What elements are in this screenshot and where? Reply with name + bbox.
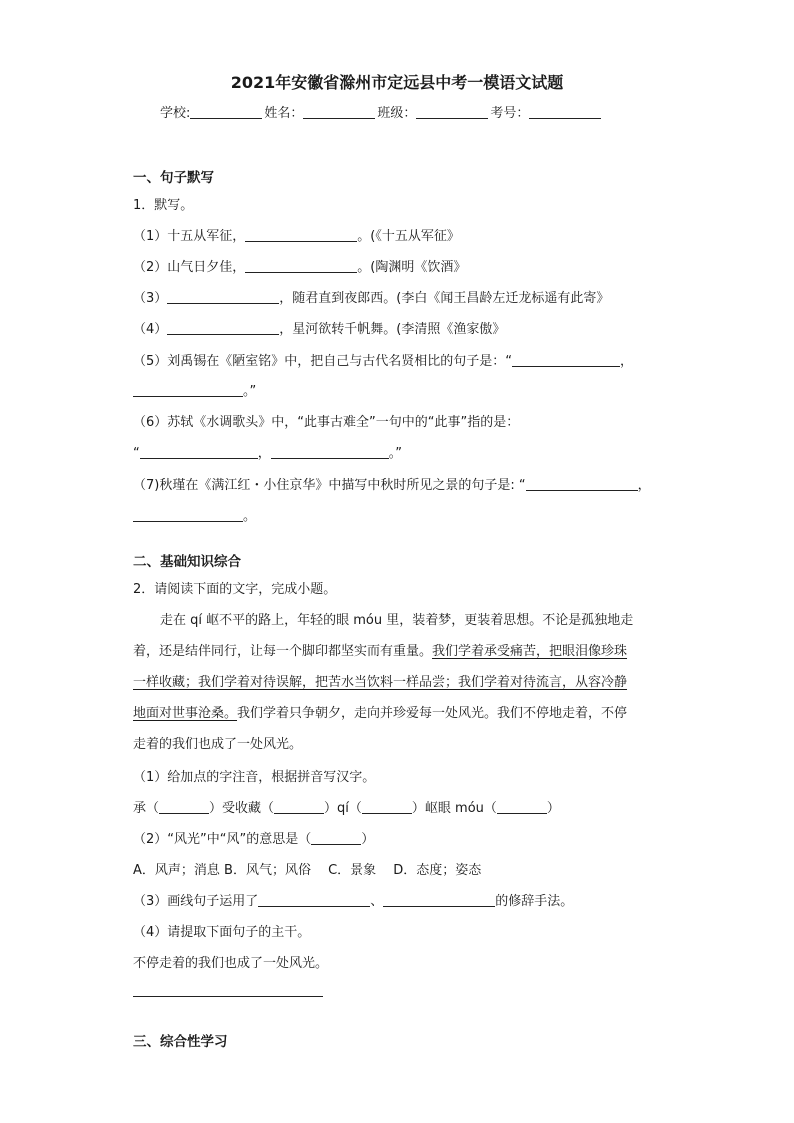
answer-blank[interactable] bbox=[133, 509, 243, 522]
question-1-item-4: （4） ，星河欲转千帆舞。(李清照《渔家傲》 bbox=[133, 322, 506, 337]
section-heading-1: 一、句子默写 bbox=[133, 170, 214, 186]
name-label: 姓名： bbox=[264, 106, 304, 121]
answer-blank[interactable] bbox=[167, 291, 279, 304]
answer-blank[interactable] bbox=[258, 894, 370, 907]
question-1-item-5: （5）刘禹锡在《陋室铭》中，把自己与古代名贤相比的句子是：“ ， bbox=[133, 354, 634, 369]
number-label: 考号： bbox=[490, 106, 530, 121]
question-1-stem: 1．默写。 bbox=[133, 198, 194, 213]
sub-question-3: （3）画线句子运用了 、 的修辞手法。 bbox=[133, 894, 574, 909]
sub-question-4-answer-line bbox=[133, 984, 323, 999]
question-1-item-3: （3） ，随君直到夜郎西。(李白《闻王昌龄左迁龙标遥有此寄》 bbox=[133, 291, 610, 306]
answer-blank[interactable] bbox=[311, 832, 361, 845]
student-info-line bbox=[160, 102, 603, 121]
passage-line: 走着的我们也成了一处风光。 bbox=[133, 737, 303, 752]
underlined-sentence: 我们学着承受痛苦，把眼泪像珍珠 bbox=[432, 644, 628, 659]
question-1-item-5-cont: 。” bbox=[133, 380, 256, 399]
answer-blank[interactable] bbox=[362, 801, 412, 814]
answer-blank[interactable] bbox=[167, 322, 279, 335]
question-1-item-1: （1）十五从军征， 。(《十五从军征》 bbox=[133, 229, 460, 244]
answer-blank[interactable] bbox=[159, 801, 209, 814]
passage-line: 地面对世事沧桑。我们学着只争朝夕，走向并珍爱每一处风光。我们不停地走着，不停 bbox=[133, 706, 628, 721]
question-1-item-7: （7)秋瑾在《满江红・小住京华》中描写中秋时所见之景的句子是: “ ， bbox=[133, 478, 651, 493]
answer-blank[interactable] bbox=[512, 354, 620, 367]
section-heading-2: 二、基础知识综合 bbox=[133, 554, 241, 570]
school-label: 学校: bbox=[160, 106, 191, 121]
sub-question-2: （2）“风光”中“风”的意思是（ ） bbox=[133, 832, 375, 847]
answer-blank[interactable] bbox=[274, 801, 324, 814]
underlined-sentence: 一样收藏；我们学着对待误解，把苦水当饮料一样品尝；我们学着对待流言，从容冷静 bbox=[133, 675, 628, 690]
name-field[interactable] bbox=[303, 106, 375, 119]
passage-line: 走在 qí 岖不平的路上，年轻的眼 móu 里，装着梦，更装着思想。不论是孤独地走 bbox=[160, 613, 634, 628]
question-1-item-6-cont: “ ， 。” bbox=[133, 446, 403, 461]
sub-question-1-blanks: 承（ ）受收藏（ ）qí（ ）岖眼 móu（ ） bbox=[133, 801, 560, 816]
section-heading-3: 三、综合性学习 bbox=[133, 1034, 228, 1050]
question-1-item-6: （6）苏轼《水调歌头》中，“此事古难全”一句中的“此事”指的是： bbox=[133, 415, 520, 430]
underlined-sentence: 地面对世事沧桑。 bbox=[133, 706, 238, 721]
answer-blank[interactable] bbox=[140, 446, 258, 459]
answer-blank[interactable] bbox=[383, 894, 495, 907]
answer-blank[interactable] bbox=[497, 801, 547, 814]
answer-blank[interactable] bbox=[271, 446, 389, 459]
answer-blank[interactable] bbox=[133, 984, 323, 997]
passage-line bbox=[133, 671, 627, 690]
page-title: 2021年安徽省滁州市定远县中考一模语文试题 bbox=[230, 73, 564, 92]
answer-blank[interactable] bbox=[245, 260, 357, 273]
school-field[interactable] bbox=[190, 106, 262, 119]
answer-blank[interactable] bbox=[526, 478, 638, 491]
number-field[interactable] bbox=[529, 106, 601, 119]
question-1-item-7-cont: 。 bbox=[133, 505, 256, 524]
question-1-item-2: （2）山气日夕佳， 。(陶渊明《饮酒》 bbox=[133, 260, 467, 275]
question-2-stem: 2．请阅读下面的文字，完成小题。 bbox=[133, 582, 337, 597]
sub-question-1: （1）给加点的字注音，根据拼音写汉字。 bbox=[133, 770, 376, 785]
class-label: 班级： bbox=[377, 106, 417, 121]
sub-question-4-sentence: 不停走着的我们也成了一处风光。 bbox=[133, 956, 329, 971]
answer-blank[interactable] bbox=[133, 384, 243, 397]
answer-blank[interactable] bbox=[245, 229, 357, 242]
passage-line: 着，还是结伴同行，让每一个脚印都坚实而有重量。我们学着承受痛苦，把眼泪像珍珠 bbox=[133, 644, 628, 659]
sub-question-4: （4）请提取下面句子的主干。 bbox=[133, 925, 311, 940]
sub-question-2-options: A．风声；消息 B．风气；风俗 C．景象 D．态度；姿态 bbox=[133, 863, 482, 878]
class-field[interactable] bbox=[416, 106, 488, 119]
